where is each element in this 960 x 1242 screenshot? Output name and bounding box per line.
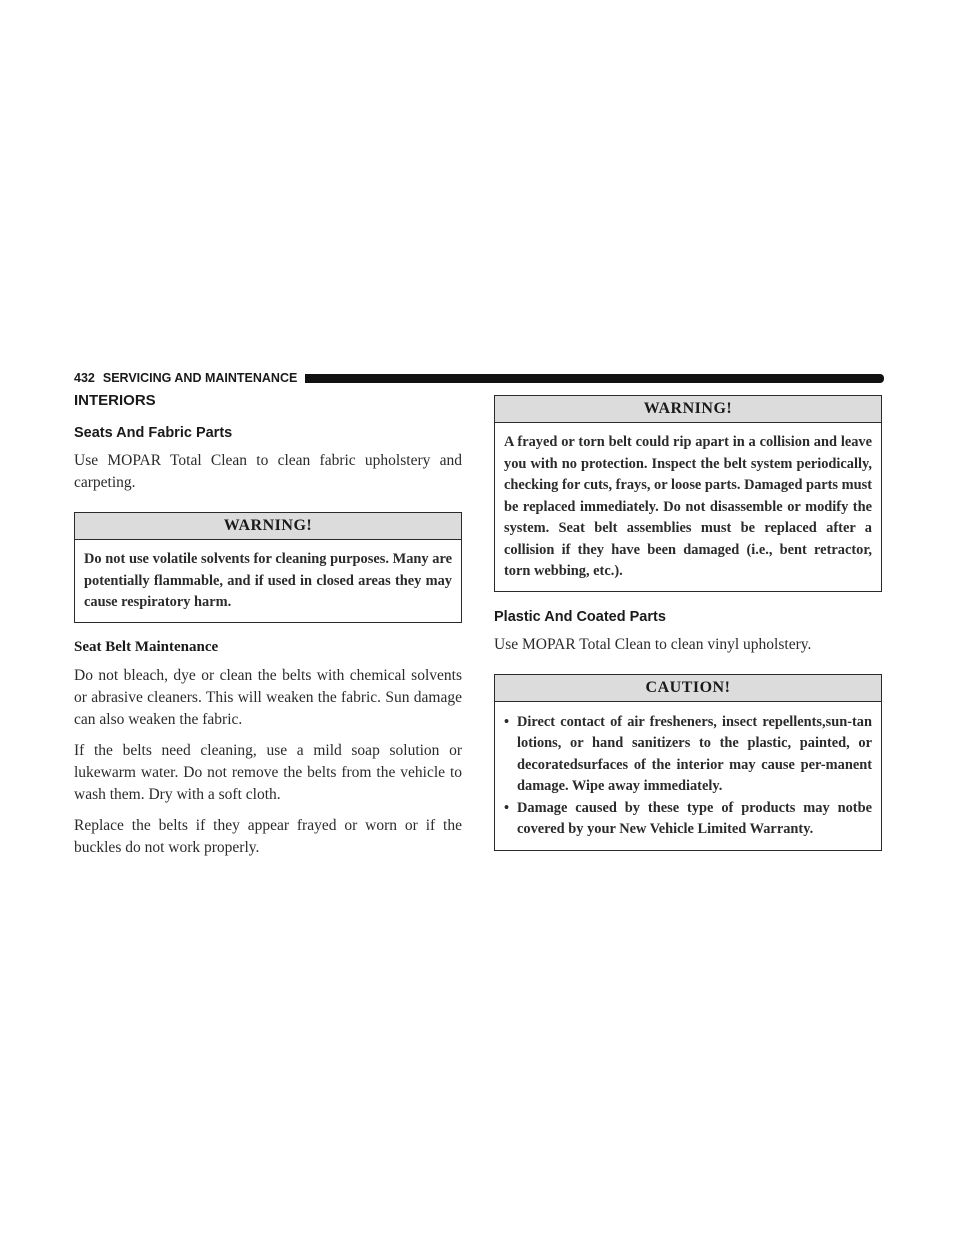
- warning-title: WARNING!: [75, 513, 461, 540]
- caution-item: [504, 798, 872, 841]
- plastic-coated-heading: Plastic And Coated Parts: [494, 608, 666, 625]
- left-column: [74, 392, 462, 868]
- caution-item: [504, 712, 872, 798]
- caution-item-text: Damage caused by these type of products may notbe covered by your New Vehicle Limited Warranty.: [517, 799, 872, 837]
- caution-body: [495, 702, 881, 850]
- caution-item-text: Direct contact of air fresheners, insect repellents,sun-tan lotions, or hand sanitizers to the plastic, painted, or decoratedsurfaces of the interior may cause per-manent damage. Wipe away immediately.: [517, 713, 872, 794]
- page-header: [74, 371, 884, 385]
- bullet-icon: •: [504, 713, 510, 730]
- seat-belt-maintenance-heading: Seat Belt Maintenance: [74, 638, 219, 655]
- caution-title: CAUTION!: [495, 675, 881, 702]
- plastic-coated-text: Use MOPAR Total Clean to clean vinyl upholstery.: [494, 635, 812, 653]
- seats-fabric-text: Use MOPAR Total Clean to clean fabric upholstery and carpeting.: [74, 452, 462, 491]
- caution-box: [494, 674, 882, 851]
- header-rule: [305, 374, 884, 383]
- warning-title: WARNING!: [495, 396, 881, 423]
- right-column: [494, 395, 882, 865]
- seats-fabric-heading: Seats And Fabric Parts: [74, 425, 233, 441]
- belt-paragraph: Do not bleach, dye or clean the belts with chemical solvents or abrasive cleaners. This will weaken the fabric. Sun damage can also weaken the fabric.: [74, 666, 462, 728]
- caution-list: [504, 712, 872, 841]
- bullet-icon: •: [504, 799, 510, 816]
- warning-box-solvents: [74, 512, 462, 623]
- interiors-heading: INTERIORS: [74, 392, 156, 409]
- belt-paragraph: If the belts need cleaning, use a mild soap solution or lukewarm water. Do not remove the belts from the vehicle to wash them. Dry with a soft cloth.: [74, 741, 462, 803]
- warning-box-frayed-belt: [494, 395, 882, 592]
- warning-text: A frayed or torn belt could rip apart in a collision and leave you with no protection. Inspect the belt system periodically, checking for cuts, frays, or loose parts. Damaged parts must be replaced immediately. Do not disassemble or modify the system. Seat belt assemblies must be replaced after a collision if they have been damaged (i.e., bent retractor, torn webbing, etc.).: [504, 434, 873, 579]
- page-number: 432: [74, 371, 95, 385]
- warning-text: Do not use volatile solvents for cleaning purposes. Many are potentially flammable, and if used in closed areas they may cause respiratory harm.: [84, 551, 452, 610]
- section-title: SERVICING AND MAINTENANCE: [102, 371, 298, 385]
- belt-paragraph: Replace the belts if they appear frayed or worn or if the buckles do not work properly.: [74, 816, 462, 856]
